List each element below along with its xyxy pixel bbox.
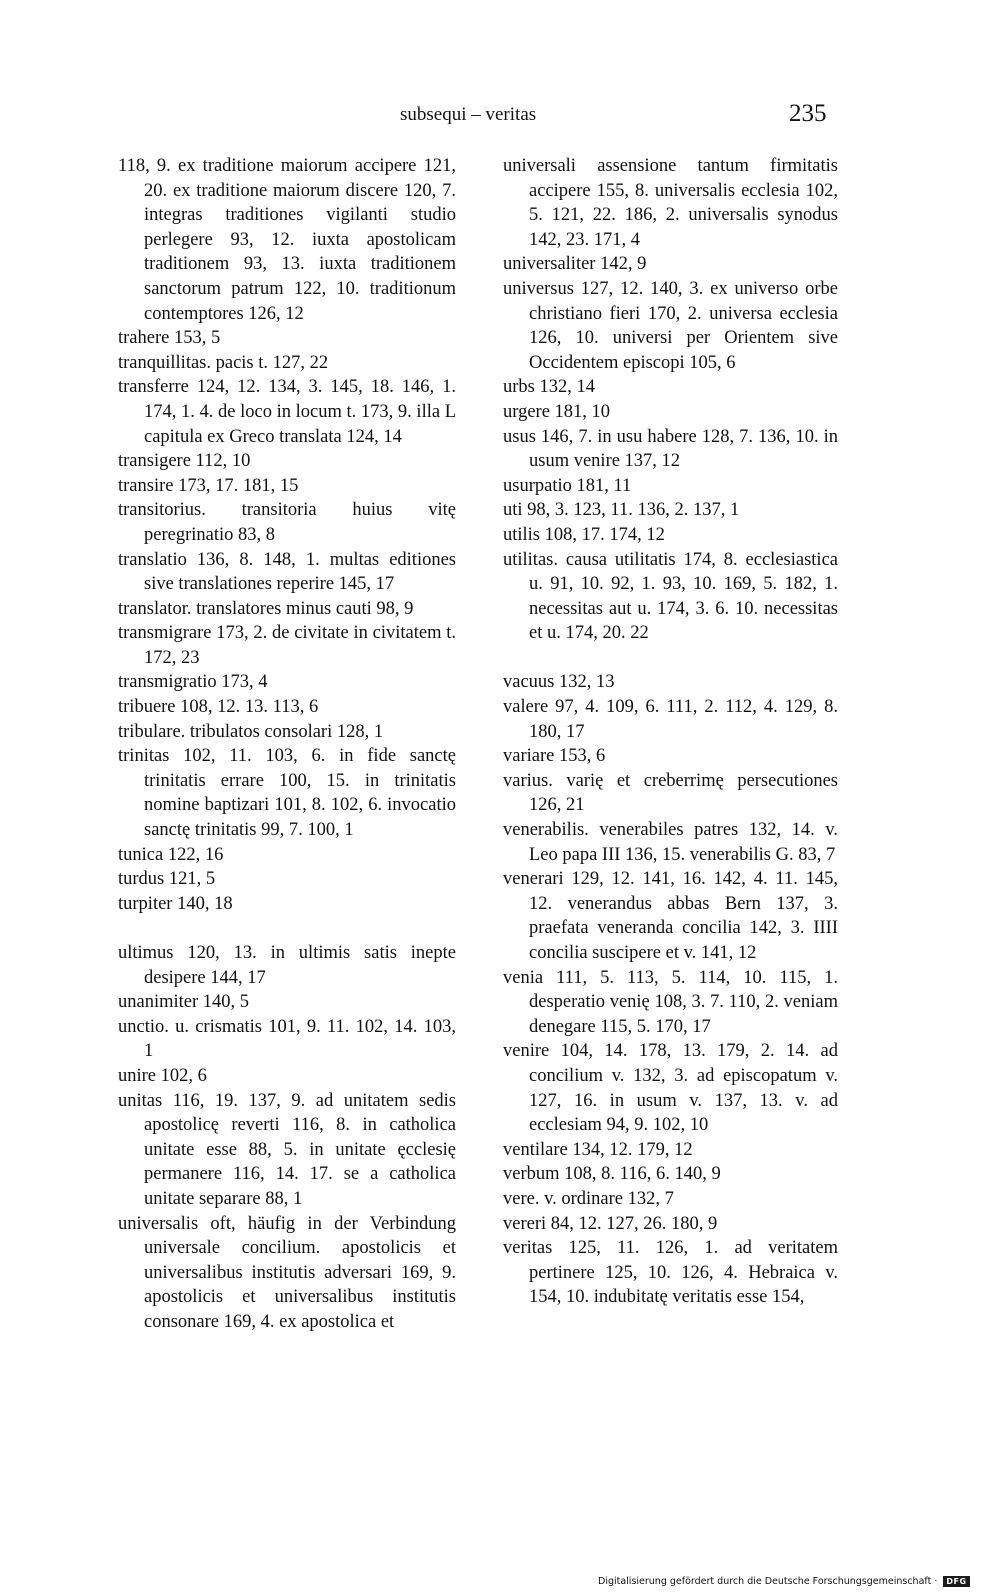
index-entry: universus 127, 12. 140, 3. ex universo orbe christiano fieri 170, 2. universa ecclesia 126, 10. universi per Orientem sive Occidentem episcopi 105, 6 <box>503 278 838 373</box>
index-entry: universaliter 142, 9 <box>503 254 647 275</box>
index-entry: turpiter 140, 18 <box>118 893 233 914</box>
index-entry: venerari 129, 12. 141, 16. 142, 4. 11. 145, 12. venerandus abbas Bern 137, 3. praefata veneranda concilia 142, 3. IIII concilia suscipere et v. 141, 12 <box>503 869 838 963</box>
index-entry: urgere 181, 10 <box>503 401 611 422</box>
index-entry: 118, 9. ex traditione maiorum accipere 121, 20. ex traditione maiorum discere 120, 7. integras traditiones vigilanti studio perlegere 93, 12. iuxta apostolicam traditionem 93, 13. iuxta traditionem sanctorum patrum 122, 10. traditionum contemptores 126, 12 <box>118 156 456 324</box>
index-entry: venia 111, 5. 113, 5. 114, 10. 115, 1. desperatio venię 108, 3. 7. 110, 2. veniam denegare 115, 5. 170, 17 <box>503 967 838 1037</box>
digitization-credit <box>598 1576 970 1587</box>
index-column-left <box>118 154 456 1335</box>
index-entry: varius. varię et creberrimę persecutiones 126, 21 <box>503 770 838 816</box>
index-entry: unitas 116, 19. 137, 9. ad unitatem sedis apostolicę reverti 116, 8. in catholica unitate esse 88, 5. in unitate ęcclesię permanere 116, 14. 17. se a catholica unitate separare 88, 1 <box>118 1090 456 1209</box>
running-title: subsequi – veritas <box>400 104 537 125</box>
index-entry: utilis 108, 17. 174, 12 <box>503 524 665 545</box>
index-entry: trinitas 102, 11. 103, 6. in fide sanctę trinitatis errare 100, 15. in trinitatis nomine baptizari 101, 8. 102, 6. invocatio sanctę trinitatis 99, 7. 100, 1 <box>118 746 456 841</box>
index-entry: vereri 84, 12. 127, 26. 180, 9 <box>503 1213 718 1234</box>
index-entry: translator. translatores minus cauti 98, 9 <box>118 598 414 619</box>
index-entry: tribuere 108, 12. 13. 113, 6 <box>118 697 319 718</box>
index-entry: unctio. u. crismatis 101, 9. 11. 102, 14. 103, 1 <box>118 1016 456 1062</box>
index-entry: transitorius. transitoria huius vitę peregrinatio 83, 8 <box>118 500 456 545</box>
index-entry: urbs 132, 14 <box>503 377 595 398</box>
index-entry: venerabilis. venerabiles patres 132, 14. v. Leo papa III 136, 15. venerabilis G. 83, 7 <box>503 820 838 865</box>
index-entry: transmigrare 173, 2. de civitate in civitatem t. 172, 23 <box>118 623 456 668</box>
index-entry: verbum 108, 8. 116, 6. 140, 9 <box>503 1164 721 1185</box>
index-entry: uti 98, 3. 123, 11. 136, 2. 137, 1 <box>503 500 740 521</box>
index-entry: utilitas. causa utilitatis 174, 8. ecclesiastica u. 91, 10. 92, 1. 93, 10. 169, 5. 182, 1. necessitas aut u. 174, 3. 6. 10. necessitas et u. 174, 20. 22 <box>503 549 838 644</box>
index-entry: transferre 124, 12. 134, 3. 145, 18. 146, 1. 174, 1. 4. de loco in locum t. 173, 9. illa L capitula ex Greco translata 124, 14 <box>118 377 456 447</box>
page-header <box>0 100 1000 134</box>
index-entry: vere. v. ordinare 132, 7 <box>503 1188 674 1209</box>
index-entry: ventilare 134, 12. 179, 12 <box>503 1139 693 1160</box>
section-gap <box>503 646 838 671</box>
index-column-right <box>503 154 838 1310</box>
section-gap <box>118 916 456 941</box>
index-entry: valere 97, 4. 109, 6. 111, 2. 112, 4. 129, 8. 180, 17 <box>503 697 838 742</box>
index-entry: unanimiter 140, 5 <box>118 992 250 1013</box>
index-entry: ultimus 120, 13. in ultimis satis inepte desipere 144, 17 <box>118 943 456 988</box>
index-entry: unire 102, 6 <box>118 1065 207 1086</box>
index-entry: universalis oft, häufig in der Verbindung universale concilium. apostolicis et universalibus institutis adversari 169, 9. apostolicis et universalibus institutis consonare 169, 4. ex apostolica et <box>118 1213 456 1332</box>
page-number: 235 <box>789 100 827 127</box>
index-entry: vacuus 132, 13 <box>503 672 615 693</box>
index-entry: usurpatio 181, 11 <box>503 475 632 496</box>
index-entry: venire 104, 14. 178, 13. 179, 2. 14. ad concilium v. 132, 3. ad episcopatum v. 127, 16. in usum v. 137, 13. v. ad ecclesiam 94, 9. 102, 10 <box>503 1041 838 1136</box>
index-entry: transigere 112, 10 <box>118 451 251 472</box>
index-entry: translatio 136, 8. 148, 1. multas editiones sive translationes reperire 145, 17 <box>118 549 456 595</box>
index-entry: variare 153, 6 <box>503 746 606 767</box>
credit-text: Digitalisierung gefördert durch die Deutsche Forschungsgemeinschaft · <box>598 1576 938 1587</box>
index-entry: trahere 153, 5 <box>118 328 221 349</box>
dfg-logo: DFG <box>943 1576 969 1587</box>
index-entry: tunica 122, 16 <box>118 844 224 865</box>
index-entry: universali assensione tantum firmitatis accipere 155, 8. universalis ecclesia 102, 5. 121, 22. 186, 2. universalis synodus 142, 23. 171, 4 <box>503 156 838 250</box>
index-entry: tribulare. tribulatos consolari 128, 1 <box>118 721 384 742</box>
index-entry: tranquillitas. pacis t. 127, 22 <box>118 352 329 373</box>
index-entry: transmigratio 173, 4 <box>118 672 268 693</box>
index-entry: transire 173, 17. 181, 15 <box>118 475 299 496</box>
index-entry: usus 146, 7. in usu habere 128, 7. 136, 10. in usum venire 137, 12 <box>503 426 838 472</box>
index-entry: turdus 121, 5 <box>118 869 216 890</box>
index-entry: veritas 125, 11. 126, 1. ad veritatem pertinere 125, 10. 126, 4. Hebraica v. 154, 10. indubitatę veritatis esse 154, <box>503 1238 838 1308</box>
